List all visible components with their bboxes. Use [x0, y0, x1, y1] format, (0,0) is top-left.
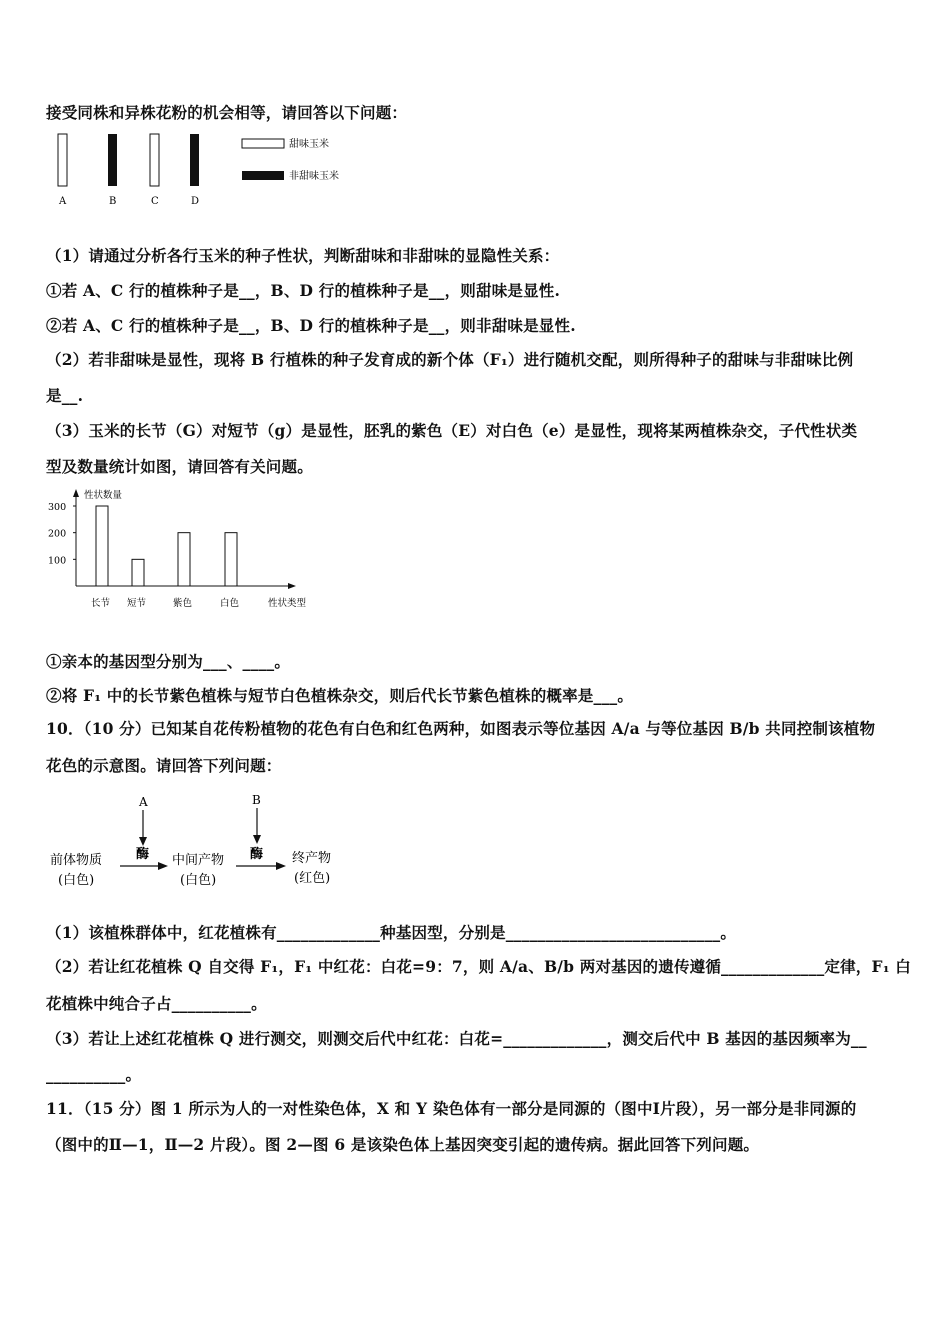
- problem-10-q3-line2: __________。: [46, 1065, 142, 1084]
- problem-10-line1: 10．（10 分）已知某自花传粉植物的花色有白色和红色两种，如图表示等位基因 A/a 与等位基因 B/b 共同控制该植物: [46, 719, 876, 738]
- corn-row-a: [58, 134, 67, 186]
- question-3d: ②将 F₁ 中的长节紫色植株与短节白色植株杂交，则后代长节紫色植株的概率是___。: [46, 686, 634, 705]
- question-3b: 型及数量统计如图，请回答有关问题。: [46, 457, 313, 476]
- problem-10-q2-line2: 花植株中纯合子占__________。: [46, 994, 267, 1013]
- gene-a-label: A: [139, 795, 148, 809]
- question-1a: ①若 A、C 行的植株种子是__，B、D 行的植株种子是__，则甜味是显性.: [46, 281, 561, 300]
- question-3a: （3）玉米的长节（G）对短节（g）是显性，胚乳的紫色（E）对白色（e）是显性，现将某两植株杂交，子代性状类: [46, 421, 858, 440]
- legend-sweet-label: 甜味玉米: [289, 139, 329, 150]
- corn-row-d: [190, 134, 199, 186]
- corn-row-label: B: [109, 196, 117, 207]
- category-label: 短节: [127, 598, 147, 609]
- y-tick-label: 100: [48, 555, 67, 567]
- corn-rows-figure: [46, 130, 366, 210]
- question-1: （1）请通过分析各行玉米的种子性状，判断甜味和非甜味的显隐性关系：: [46, 246, 560, 265]
- question-2b: 是__.: [46, 386, 84, 405]
- bar-2: [132, 559, 144, 586]
- step-1-arrowhead: [158, 862, 168, 870]
- final-product-label: 终产物: [292, 851, 332, 866]
- legend-nonsweet-label: 非甜味玉米: [289, 171, 339, 182]
- final-product-color: (红色): [294, 871, 331, 886]
- line-intro: 接受同株和异株花粉的机会相等，请回答以下问题：: [46, 103, 408, 122]
- problem-10-q1: （1）该植株群体中，红花植株有_____________种基因型，分别是___________________________。: [46, 923, 737, 942]
- precursor-color: (白色): [58, 873, 95, 888]
- trait-bar-chart: [46, 486, 336, 616]
- chart-xlabel: 性状类型: [268, 598, 307, 609]
- gene-a-arrowhead: [139, 837, 147, 846]
- problem-11-line2: （图中的Ⅱ—1，Ⅱ—2 片段）。图 2—图 6 是该染色体上基因突变引起的遗传病。据此回答下列问题。: [46, 1135, 760, 1154]
- legend-nonsweet-swatch: [242, 171, 284, 180]
- intermediate-label: 中间产物: [172, 853, 225, 868]
- intermediate-color: (白色): [180, 873, 217, 888]
- x-axis-arrow: [288, 583, 296, 589]
- y-tick-label: 200: [48, 528, 67, 540]
- question-1b: ②若 A、C 行的植株种子是__，B、D 行的植株种子是__，则非甜味是显性.: [46, 316, 576, 335]
- enzyme-2-label: 酶: [250, 847, 264, 862]
- corn-row-label: D: [191, 196, 200, 207]
- corn-row-label: A: [59, 196, 67, 207]
- problem-10-q3-line1: （3）若让上述红花植株 Q 进行测交，则测交后代中红花：白花=_____________，测交后代中 B 基因的基因频率为__: [46, 1029, 867, 1048]
- gene-b-arrowhead: [253, 835, 261, 844]
- gene-b-label: B: [252, 793, 261, 807]
- y-tick-label: 300: [48, 502, 67, 513]
- bar-4: [225, 533, 237, 586]
- precursor-label: 前体物质: [50, 853, 103, 868]
- flower-pathway-diagram: [46, 790, 356, 900]
- corn-row-b: [108, 134, 117, 186]
- category-label: 白色: [220, 598, 240, 609]
- enzyme-1-label: 酶: [136, 847, 150, 862]
- category-label: 长节: [91, 598, 111, 609]
- y-axis-arrow: [73, 489, 79, 497]
- bar-1: [96, 506, 108, 586]
- question-3c: ①亲本的基因型分别为___、____。: [46, 652, 291, 671]
- problem-10-q2-line1: （2）若让红花植株 Q 自交得 F₁，F₁ 中红花：白花=9：7，则 A/a、B/b 两对基因的遗传遵循_____________定律，F₁ 白: [46, 957, 911, 976]
- legend-sweet-swatch: [242, 139, 284, 148]
- bar-3: [178, 533, 190, 586]
- chart-ylabel: 性状数量: [84, 490, 123, 501]
- question-2a: （2）若非甜味是显性，现将 B 行植株的种子发育成的新个体（F₁）进行随机交配，则所得种子的甜味与非甜味比例: [46, 350, 854, 369]
- problem-11-line1: 11．（15 分）图 1 所示为人的一对性染色体，X 和 Y 染色体有一部分是同源的（图中Ⅰ片段），另一部分是非同源的: [46, 1099, 857, 1118]
- step-2-arrowhead: [276, 862, 286, 870]
- corn-row-c: [150, 134, 159, 186]
- category-label: 紫色: [173, 598, 193, 609]
- problem-10-line2: 花色的示意图。请回答下列问题：: [46, 756, 282, 775]
- corn-row-label: C: [151, 196, 159, 207]
